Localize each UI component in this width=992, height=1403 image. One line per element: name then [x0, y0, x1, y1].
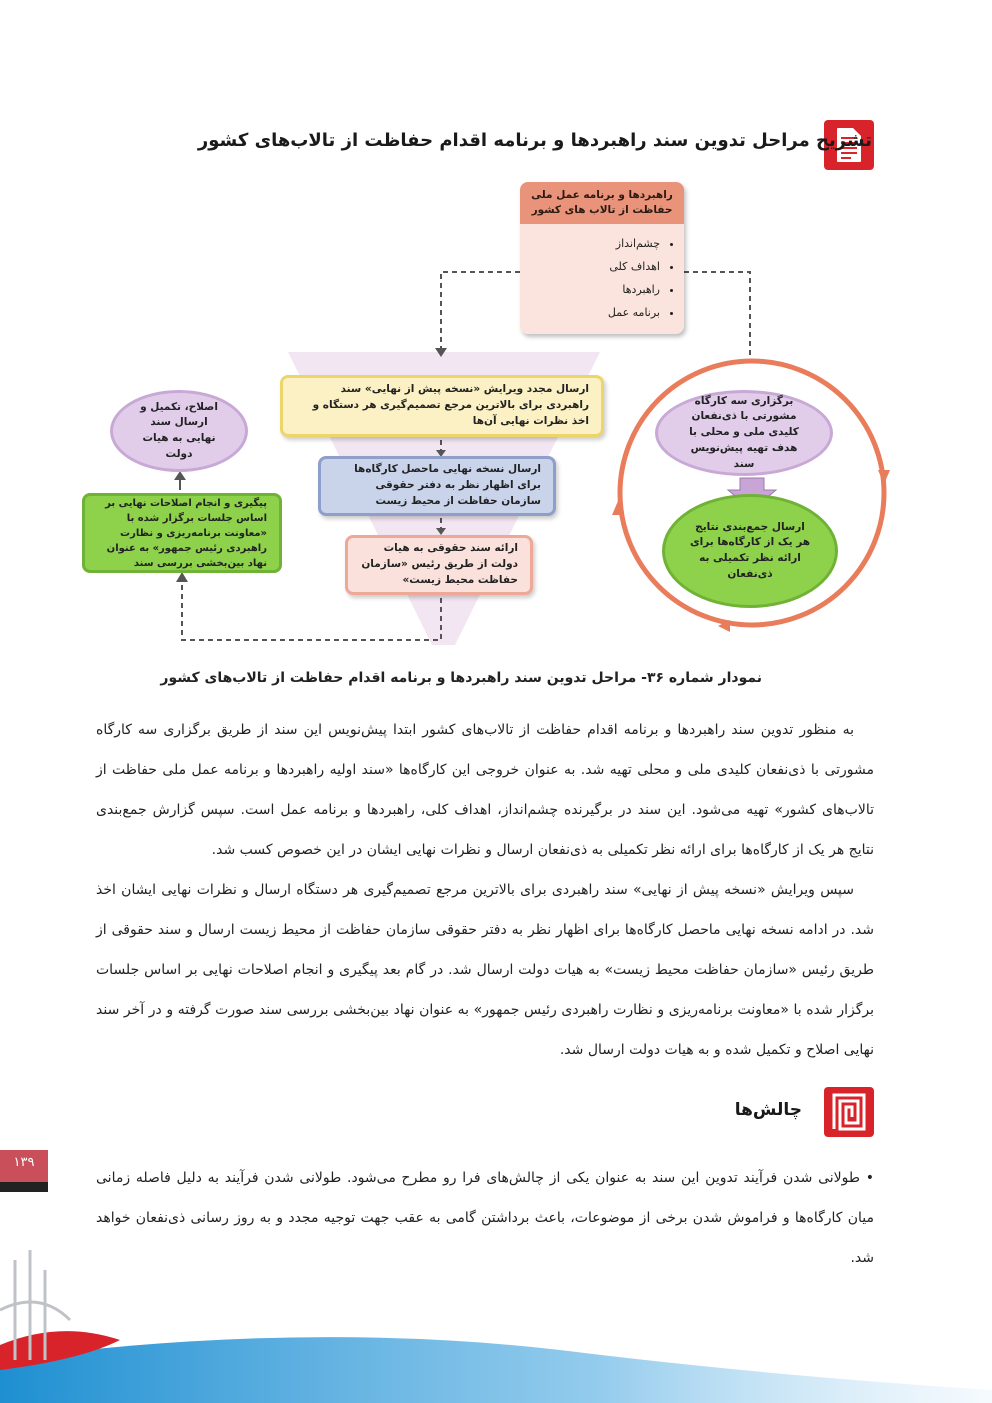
paragraph-text: سپس ویرایش «نسخه پیش از نهایی» سند راهبردی برای بالاترین مرجع تصمیم‌گیری هر دستگاه ارسال و نظرات نهایی ایشان اخذ شد. در ادامه نسخه نهایی ماحصل کارگاه‌ها برای اظهار نظر به دفتر حقوقی سازمان حفاظت از محیط زیست ارسال و سند حقوقی از طریق رئیس «سازمان حفاظت محیط زیست» به هیات دولت ارسال شد. در گام بعد پیگیری و انجام اصلاحات نهایی بر اساس جلسات برگزار شده با «معاونت برنامه‌ریزی و نظارت راهبردی رئیس جمهور» به عنوان نهاد بین‌بخشی بررسی سند صورت گرفته و در آخر سند نهایی اصلاح و تکمیل شده و به هیات دولت ارسال شد.	[96, 882, 874, 1058]
section-title: چالش‌ها	[734, 1100, 802, 1120]
top-item: • اهداف کلی	[520, 255, 660, 278]
body-paragraph-1	[96, 710, 874, 870]
blue-step-box: ارسال نسخه نهایی ماحصل کارگاه‌ها برای اظهار نظر به دفتر حقوقی سازمان حفاظت از محیط زیست	[318, 456, 556, 516]
left-purple-ellipse: اصلاح، تکمیل و ارسال سند نهایی به هیات دولت	[110, 390, 248, 472]
diagram-caption: نمودار شماره ۳۶- مراحل تدوین سند راهبردها و برنامه اقدام حفاظت از تالاب‌های کشور	[160, 670, 762, 686]
top-strategy-box	[520, 182, 684, 334]
body-paragraph-2	[96, 870, 874, 1070]
page-tab-shadow	[0, 1182, 48, 1192]
page-heading: تشریح مراحل تدوین سند راهبردها و برنامه اقدام حفاظت از تالاب‌های کشور	[197, 130, 872, 151]
yellow-step-box: ارسال مجدد ویرایش «نسخه پیش از نهایی» سند راهبردی برای بالاترین مرجع تصمیم‌گیری هر دستگاه و اخذ نظرات نهایی آن‌ها	[280, 375, 604, 437]
top-item: • چشم‌انداز	[520, 232, 660, 255]
decorative-wave-logo	[0, 1250, 992, 1403]
paragraph-text: به منظور تدوین سند راهبردها و برنامه اقدام حفاظت از تالاب‌های کشور ابتدا پیش‌نویس این سند از طریق برگزاری سه کارگاه مشورتی با ذی‌نفعان کلیدی ملی و محلی تهیه شد. به عنوان خروجی این کارگاه‌ها «سند اولیه راهبردها و برنامه عمل ملی حفاظت از تالاب‌های کشور» تهیه می‌شود. این سند در برگیرنده چشم‌انداز، اهداف کلی، راهبردها و برنامه عمل است. سپس گزارش جمع‌بندی نتایج هر یک از کارگاه‌ها برای ارائه نظر تکمیلی به ذی‌نفعان ارسال و نظرات نهایی ایشان در این خصوص کسب شد.	[96, 722, 874, 858]
pink-step-box: ارائه سند حقوقی به هیات دولت از طریق رئیس «سازمان حفاظت محیط زیست»	[345, 535, 533, 595]
page-number: ۱۳۹	[0, 1150, 48, 1190]
top-item: • راهبردها	[520, 278, 660, 301]
meander-icon	[824, 1087, 874, 1137]
right-purple-ellipse: برگزاری سه کارگاه مشورتی با ذی‌نفعان کلیدی ملی و محلی با هدف تهیه پیش‌نویس سند	[655, 390, 833, 476]
top-strategy-title: راهبردها و برنامه عمل ملی حفاظت از تالاب های کشور	[520, 182, 684, 224]
process-diagram	[0, 0, 992, 660]
right-green-ellipse: ارسال جمع‌بندی نتایج هر یک از کارگاه‌ها برای ارائه نظر تکمیلی به ذی‌نفعان	[662, 494, 838, 608]
left-green-box: پیگیری و انجام اصلاحات نهایی بر اساس جلسات برگزار شده با «معاونت برنامه‌ریزی و نظارت راهبردی رئیس جمهور» به عنوان نهاد بین‌بخشی بررسی سند	[82, 493, 282, 573]
bullet-text: • طولانی شدن فرآیند تدوین این سند به عنوان یکی از چالش‌های فرا رو مطرح می‌شود. طولانی شدن فرآیند به دلیل فاصله زمانی میان کارگاه‌ها و فراموش شدن برخی از موضوعات، باعث برداشتن گامی به عقب جهت توجیه مجدد و به روز رسانی ذی‌نفعان خواهد شد.	[96, 1170, 874, 1266]
top-item: • برنامه عمل	[520, 301, 660, 324]
